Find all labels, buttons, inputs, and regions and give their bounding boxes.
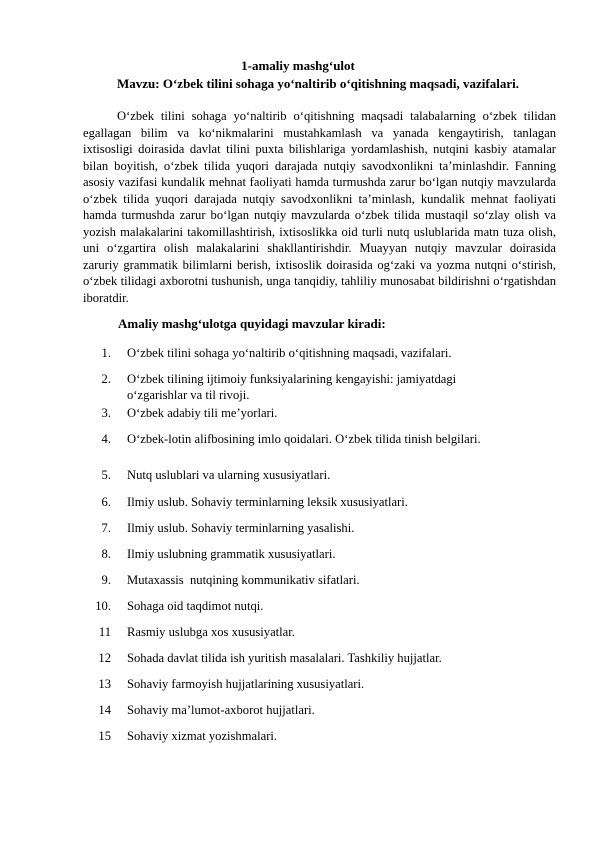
- body-paragraph: O‘zbek tilini sohaga yo‘naltirib o‘qitishning maqsadi talabalarning o‘zbek tilidan egallagan bilim va ko‘nikmalarini mustahkamlash va yanada kengaytirish, tanlagan ixtisosligi doirasida davlat tilini puxta bilishlariga yordamlashish, nutqini kasbiy atamalar bilan boyitish, o‘zbek tilida yuqori darajada nutqiy savodxonlikni ta’minlashdir. Fanning asosiy vazifasi kundalik mehnat faoliyati hamda turmushda zarur bo‘lgan nutqiy mavzularda o‘zbek tilida yuqori darajada nutqiy savodxonlikni ta’minlash, kundalik mehnat faoliyati hamda turmushda zarur bo‘lgan nutqiy mavzularda o‘zbek tilida mustaqil so‘zlay olish va yozish malakalarini takomillashtirish, ixtisoslikka oid turli nutq uslublarida matn tuza olish, uni o‘zgartira olish malakalarini shakllantirishdir. Muayyan nutqiy mavzular doirasida zaruriy grammatik bilimlarni berish, ixtisoslik doirasida og‘zaki va yozma nutqni o‘stirish, o‘zbek tilidagi axborotni tushunish, unga tanqidiy, tahliliy munosabat bildirishni o‘rgatishdan iboratdir.: [83, 109, 556, 306]
- list-item-text: O‘zbek-lotin alifbosining imlo qoidalari. O‘zbek tilida tinish belgilari.: [127, 432, 481, 446]
- list-item-text: Ilmiy uslubning grammatik xususiyatlari.: [127, 547, 336, 561]
- page-title: 1-amaliy mashg‘ulot: [241, 58, 355, 73]
- list-item-number: 10.: [95, 599, 111, 613]
- list-item-text: O‘zbek tilini sohaga yo‘naltirib o‘qitishning maqsadi, vazifalari.: [127, 346, 452, 360]
- list-item-number: 5.: [101, 468, 111, 482]
- list-item-number: 12: [98, 651, 111, 665]
- page-subtitle: Mavzu: O‘zbek tilini sohaga yo‘naltirib o‘qitishning maqsadi, vazifalari.: [117, 76, 519, 91]
- list-item-number: 3.: [101, 406, 111, 420]
- list-item-number: 15: [98, 729, 111, 743]
- list-item-number: 4.: [101, 432, 111, 446]
- list-item-number: 6.: [101, 495, 111, 509]
- list-item-number: 7.: [101, 521, 111, 535]
- list-item-number: 14: [98, 703, 111, 717]
- list-item-text: Ilmiy uslub. Sohaviy terminlarning leksik xususiyatlari.: [127, 495, 408, 509]
- topics-intro: Amaliy mashg‘ulotga quyidagi mavzular kiradi:: [118, 316, 386, 331]
- list-item-text: Ilmiy uslub. Sohaviy terminlarning yasalishi.: [127, 521, 355, 535]
- list-item-text: Sohaviy ma’lumot-axborot hujjatlari.: [127, 703, 315, 717]
- list-item-number: 11: [98, 625, 111, 639]
- list-item-number: 1.: [101, 346, 111, 360]
- list-item-text: O‘zbek tilining ijtimoiy funksiyalarining kengayishi: jamiyatdagi o‘zgarishlar va til rivoji.: [127, 372, 457, 402]
- list-item-text: Nutq uslublari va ularning xususiyatlari.: [127, 468, 331, 482]
- list-item-number: 13: [98, 677, 111, 691]
- list-item-number: 8.: [101, 547, 111, 561]
- list-item-text: Sohaga oid taqdimot nutqi.: [127, 599, 264, 613]
- list-item-text: Mutaxassis nutqining kommunikativ sifatlari.: [127, 573, 360, 587]
- list-item-text: Sohada davlat tilida ish yuritish masalalari. Tashkiliy hujjatlar.: [127, 651, 442, 665]
- list-item-text: Sohaviy farmoyish hujjatlarining xususiyatlari.: [127, 677, 365, 691]
- list-item-text: Rasmiy uslubga xos xususiyatlar.: [127, 625, 295, 639]
- list-item-text: Sohaviy xizmat yozishmalari.: [127, 729, 278, 743]
- list-item-text: O‘zbek adabiy tili me’yorlari.: [127, 406, 278, 420]
- list-item-number: 9.: [101, 573, 111, 587]
- list-item-number: 2.: [101, 372, 111, 386]
